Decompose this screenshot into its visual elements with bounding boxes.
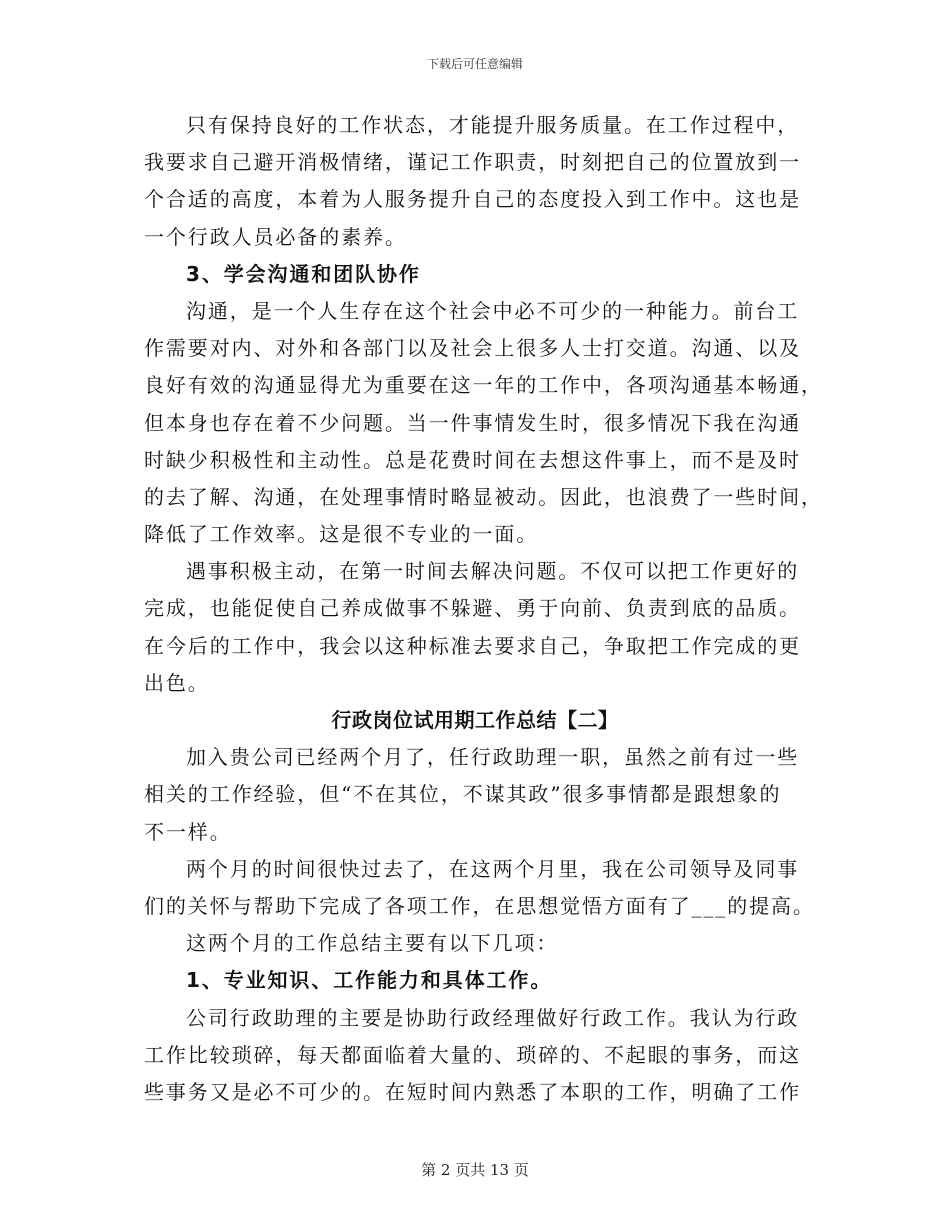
text-line: 但本身也存在着不少问题。当一件事情发生时，很多情况下我在沟通 (144, 410, 801, 435)
section-heading: 3、学会沟通和团队协作 (186, 261, 421, 286)
text-line: 们的关怀与帮助下完成了各项工作，在思想觉悟方面有了___的提高。 (144, 893, 815, 918)
text-line: 完成，也能促使自己养成做事不躲避、勇于向前、负责到底的品质。 (144, 596, 801, 621)
text-line: 工作比较琐碎，每天都面临着大量的、琐碎的、不起眼的事务，而这 (144, 1042, 801, 1067)
text-line: 这两个月的工作总结主要有以下几项： (186, 931, 559, 956)
text-line: 在今后的工作中，我会以这种标准去要求自己，争取把工作完成的更 (144, 633, 801, 658)
text-line: 遇事积极主动，在第一时间去解决问题。不仅可以把工作更好的 (186, 559, 800, 584)
text-line: 时缺少积极性和主动性。总是花费时间在去想这件事上，而不是及时 (144, 447, 801, 472)
section-title: 行政岗位试用期工作总结【二】 (331, 708, 619, 732)
section-heading: 1、专业知识、工作能力和具体工作。 (186, 968, 553, 993)
text-line: 的去了解、沟通，在处理事情时略显被动。因此，也浪费了一些时间， (144, 484, 823, 509)
page-header: 下载后可任意编辑 (426, 57, 523, 71)
text-line: 降低了工作效率。这是很不专业的一面。 (144, 522, 539, 547)
text-line: 我要求自己避开消极情绪，谨记工作职责，时刻把自己的位置放到一 (144, 150, 801, 175)
text-line: 一个行政人员必备的素养。 (144, 224, 407, 249)
text-line: 出色。 (144, 670, 210, 695)
text-line: 不一样。 (144, 819, 232, 844)
text-line: 两个月的时间很快过去了，在这两个月里，我在公司领导及同事 (186, 856, 800, 881)
text-line: 只有保持良好的工作状态，才能提升服务质量。在工作过程中， (186, 113, 800, 137)
text-line: 良好有效的沟通显得尤为重要在这一年的工作中，各项沟通基本畅通， (144, 373, 823, 398)
text-line: 相关的工作经验，但“不在其位，不谋其政”很多事情都是跟想象的 (144, 782, 782, 807)
page-footer: 第 2 页共 13 页 (421, 1161, 529, 1179)
text-line: 公司行政助理的主要是协助行政经理做好行政工作。我认为行政 (186, 1005, 800, 1030)
text-line: 加入贵公司已经两个月了，任行政助理一职，虽然之前有过一些 (186, 745, 800, 770)
text-line: 沟通，是一个人生存在这个社会中必不可少的一种能力。前台工 (186, 298, 800, 323)
text-line: 个合适的高度，本着为人服务提升自己的态度投入到工作中。这也是 (144, 187, 801, 212)
text-line: 些事务又是必不可少的。在短时间内熟悉了本职的工作，明确了工作 (144, 1079, 801, 1104)
document-body (144, 107, 823, 1111)
text-line: 作需要对内、对外和各部门以及社会上很多人士打交道。沟通、以及 (144, 336, 801, 361)
